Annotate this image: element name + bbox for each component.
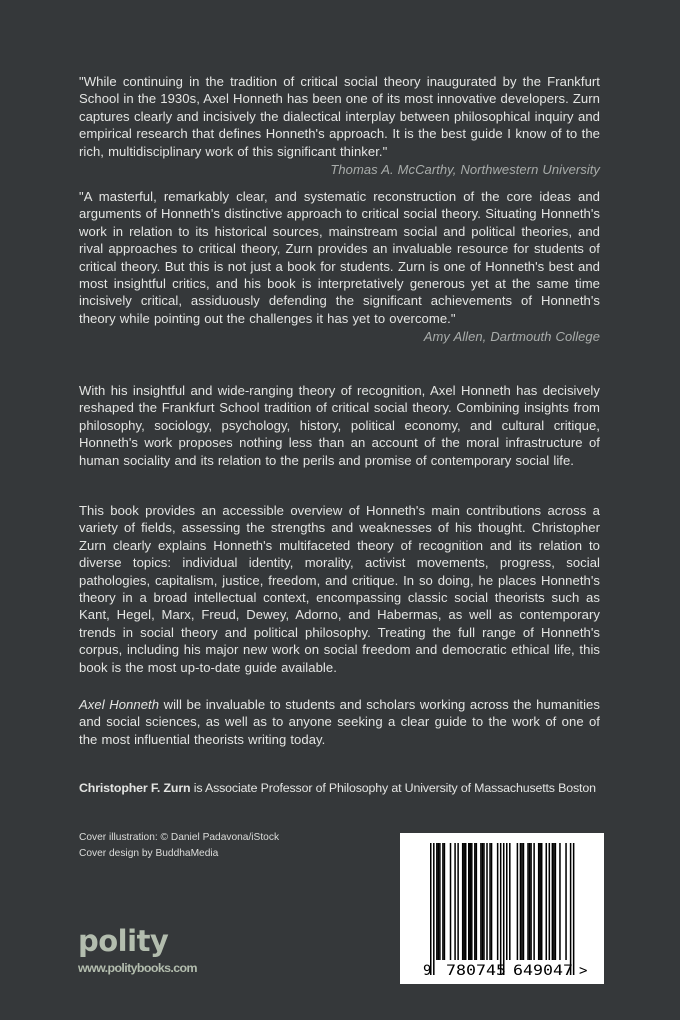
author-name: Christopher F. Zurn bbox=[79, 781, 191, 795]
description-paragraph-1 bbox=[79, 382, 600, 469]
isbn-barcode bbox=[400, 833, 604, 984]
publisher-url: www.politybooks.com bbox=[78, 961, 197, 975]
endorsement-mccarthy bbox=[79, 73, 600, 178]
author-bio-text: is Associate Professor of Philosophy at University of Massachusetts Boston bbox=[190, 781, 596, 795]
barcode-digits-left: 780745 bbox=[446, 963, 506, 979]
design-credit: Cover design by BuddhaMedia bbox=[79, 848, 219, 859]
cover-credits bbox=[79, 830, 279, 862]
description-text bbox=[79, 696, 600, 748]
endorsement-attribution: Amy Allen, Dartmouth College bbox=[423, 329, 600, 345]
barcode-digit-first: 9 bbox=[423, 963, 432, 979]
book-title: Axel Honneth bbox=[79, 697, 160, 712]
barcode-digits-right: 649047 bbox=[513, 963, 573, 979]
barcode-icon bbox=[400, 833, 604, 984]
endorsement-quote: "While continuing in the tradition of critical social theory inaugurated by the Frankfurt School in the 1930s, Axel Honneth has been one of its most innovative developers. Zurn captures clearly and incisively the dialectical interplay between philosophical inquiry and empirical research that defines Honneth's approach. It is the best guide I know of to the rich, multidisciplinary work of this significant thinker." bbox=[79, 74, 600, 159]
description-text: With his insightful and wide-ranging theory of recognition, Axel Honneth has decisively reshaped the Frankfurt School tradition of critical social theory. Combining insights from philosophy, sociology, psychology, history, political economy, and cultural critique, Honneth's work proposes nothing less than an account of the moral infrastructure of human sociality and its relation to the perils and promise of contemporary social life. bbox=[79, 383, 600, 468]
description-paragraph-3 bbox=[79, 696, 600, 748]
endorsement-attribution: Thomas A. McCarthy, Northwestern University bbox=[330, 162, 600, 178]
description-text: This book provides an accessible overview of Honneth's main contributions across a variety of fields, assessing the strengths and weaknesses of his thought. Christopher Zurn clearly explains Honneth's multifaceted theory of recognition and its relation to diverse topics: individual identity, morality, activist movements, progress, social pathologies, capitalism, justice, freedom, and critique. In so doing, he places Honneth's theory in a broad intellectual context, encompassing classic social theorists such as Kant, Hegel, Marx, Freud, Dewey, Adorno, and Habermas, as well as contemporary trends in social theory and political philosophy. Treating the full range of Honneth's corpus, including his major new work on social freedom and democratic ethical life, this book is the most up-to-date guide available. bbox=[79, 503, 600, 675]
barcode-quiet-marker: > bbox=[579, 963, 588, 979]
endorsement-quote: "A masterful, remarkably clear, and systematic reconstruction of the core ideas and arguments of Honneth's distinctive approach to critical social theory. Situating Honneth's work in relation to its historical sources, mainstream social and political theories, and rival approaches to critical theory, Zurn provides an invaluable resource for students of critical theory. But this is not just a book for students. Zurn is one of Honneth's best and most insightful critics, and his book is interpretatively generous yet at the same time incisively critical, assiduously defending the significant achievements of Honneth's theory while pointing out the challenges it has yet to overcome." bbox=[79, 189, 600, 326]
illustration-credit: Cover illustration: © Daniel Padavona/iStock bbox=[79, 832, 280, 843]
description-paragraph-2 bbox=[79, 502, 600, 676]
endorsement-allen bbox=[79, 188, 600, 346]
publisher-logo bbox=[78, 923, 197, 975]
description-rest: will be invaluable to students and scholars working across the humanities and social sciences, as well as to anyone seeking a clear guide to the work of one of the most influential theorists writing today. bbox=[79, 697, 600, 747]
author-bio bbox=[79, 780, 604, 797]
polity-logo-icon: polity bbox=[78, 924, 169, 958]
